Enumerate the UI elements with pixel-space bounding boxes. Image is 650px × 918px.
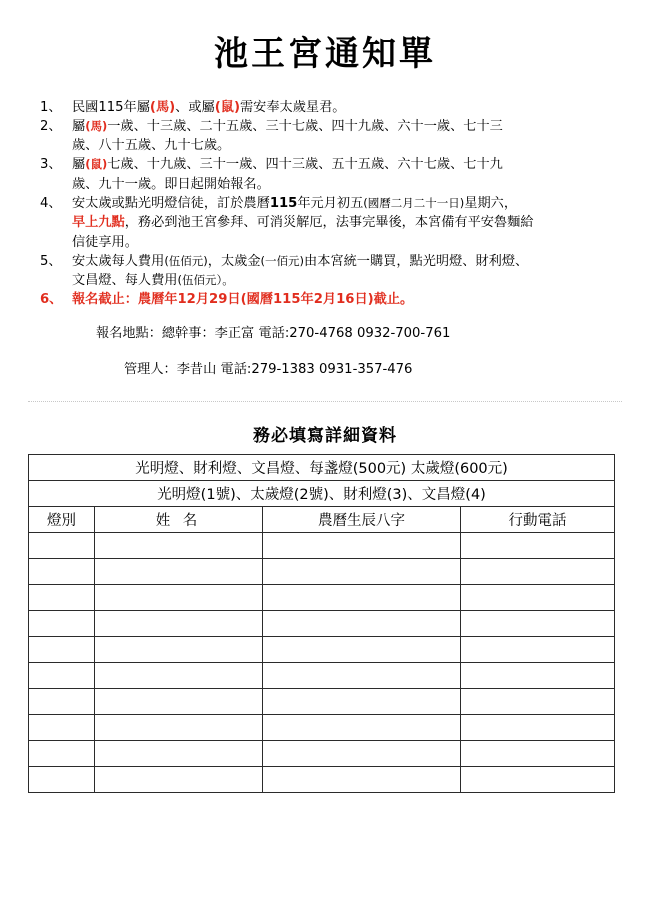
notice-text-run: 歲、八十五歲、九十七歲。 bbox=[72, 138, 231, 154]
notice-text-run: 115 bbox=[273, 292, 301, 308]
table-cell[interactable] bbox=[263, 532, 461, 558]
column-header-lamp-type: 燈別 bbox=[29, 506, 95, 532]
notice-number: 1、 bbox=[40, 99, 62, 115]
notice-text-run: 信徒享用。 bbox=[72, 234, 138, 250]
notice-text bbox=[72, 194, 622, 252]
table-cell[interactable] bbox=[461, 688, 615, 714]
notice-line bbox=[72, 194, 608, 213]
notice-text-run: 月 bbox=[322, 292, 337, 308]
table-cell[interactable] bbox=[29, 714, 95, 740]
table-cell[interactable] bbox=[29, 662, 95, 688]
table-cell[interactable] bbox=[95, 688, 263, 714]
notice-item bbox=[28, 98, 622, 117]
table-row[interactable] bbox=[29, 662, 615, 688]
notice-item bbox=[28, 252, 622, 291]
table-cell[interactable] bbox=[461, 766, 615, 792]
table-cell[interactable] bbox=[461, 610, 615, 636]
notice-text-run: ，務必到池王宮參拜、可消災解厄，法事完畢後，本宮備有平安魯麵給 bbox=[124, 215, 534, 231]
table-banner-row-prices bbox=[29, 454, 615, 480]
table-cell[interactable] bbox=[461, 636, 615, 662]
notice-text bbox=[72, 290, 622, 309]
notice-text-run: (鼠) bbox=[214, 99, 240, 115]
table-cell[interactable] bbox=[29, 558, 95, 584]
notice-text-run: (一佰元) bbox=[260, 253, 305, 268]
notice-line bbox=[72, 213, 608, 232]
notice-item bbox=[28, 155, 622, 194]
notice-text-run: 屬 bbox=[72, 157, 86, 173]
table-header-row bbox=[29, 506, 615, 532]
table-cell[interactable] bbox=[263, 714, 461, 740]
notice-text-run: 月 bbox=[195, 292, 210, 308]
table-cell[interactable] bbox=[95, 584, 263, 610]
notice-line bbox=[72, 117, 608, 136]
notice-text-run: 七歲、十九歲、三十一歲、四十三歲、五十五歲、六十七歲、七十九 bbox=[107, 157, 503, 173]
notice-line bbox=[72, 271, 608, 290]
notice-text bbox=[72, 98, 622, 117]
table-row[interactable] bbox=[29, 558, 615, 584]
notice-text-run: 安太歲每人費用 bbox=[72, 253, 165, 269]
notice-text-run: 16 bbox=[336, 292, 355, 308]
notice-text-run: ，太歲金 bbox=[207, 253, 261, 269]
table-cell[interactable] bbox=[461, 714, 615, 740]
notice-text-run: 由本宮統一購買，點光明燈、財利燈、 bbox=[304, 253, 529, 269]
table-row[interactable] bbox=[29, 740, 615, 766]
notice-text-run: 星期六， bbox=[464, 195, 518, 211]
table-banner-row-lamp-codes bbox=[29, 480, 615, 506]
table-cell[interactable] bbox=[95, 532, 263, 558]
table-cell[interactable] bbox=[263, 688, 461, 714]
notice-line bbox=[72, 98, 608, 117]
notice-line bbox=[72, 175, 608, 194]
table-cell[interactable] bbox=[461, 662, 615, 688]
column-header-birth-info: 農曆生辰八字 bbox=[263, 506, 461, 532]
table-cell[interactable] bbox=[263, 662, 461, 688]
notice-list bbox=[28, 76, 622, 310]
table-cell[interactable] bbox=[263, 740, 461, 766]
table-cell[interactable] bbox=[95, 766, 263, 792]
notice-text-run: (馬) bbox=[85, 118, 108, 133]
notice-text-run: 12 bbox=[177, 292, 196, 308]
notice-line bbox=[72, 155, 608, 174]
table-cell[interactable] bbox=[29, 532, 95, 558]
contact-line-manager: 管理人：李昔山 電話:279-1383 0931-357-476 bbox=[124, 361, 413, 377]
table-banner-lamp-codes: 光明燈(1號)、太歲燈(2號)、財利燈(3)、文昌燈(4) bbox=[29, 480, 615, 506]
notice-item bbox=[28, 194, 622, 252]
table-row[interactable] bbox=[29, 766, 615, 792]
notice-text-run: 115 bbox=[269, 195, 298, 211]
table-row[interactable] bbox=[29, 688, 615, 714]
notice-text-run: 29 bbox=[209, 292, 228, 308]
notice-text-run: (伍佰元) bbox=[164, 253, 208, 268]
table-banner-prices: 光明燈、財利燈、文昌燈、每盞燈(500元) 太歲燈(600元) bbox=[29, 454, 615, 480]
table-cell[interactable] bbox=[461, 740, 615, 766]
table-cell[interactable] bbox=[461, 584, 615, 610]
table-cell[interactable] bbox=[95, 558, 263, 584]
notice-text-run: 一歲、十三歲、二十五歲、三十七歲、四十九歲、六十一歲、七十三 bbox=[107, 118, 503, 134]
notice-line bbox=[72, 136, 608, 155]
notice-text bbox=[72, 252, 622, 291]
notice-text-run: 文昌燈、每人費用 bbox=[72, 273, 178, 289]
notice-number: 6、 bbox=[40, 292, 63, 308]
column-header-name: 姓 名 bbox=[95, 506, 263, 532]
notice-text-run: 需安奉太歲星君。 bbox=[239, 99, 346, 115]
table-row[interactable] bbox=[29, 584, 615, 610]
notice-text-run: 日(國曆 bbox=[227, 292, 273, 308]
notice-line bbox=[72, 233, 608, 252]
notice-number: 5、 bbox=[40, 253, 62, 269]
notice-text-run: (馬) bbox=[149, 99, 176, 115]
table-cell[interactable] bbox=[263, 584, 461, 610]
table-cell[interactable] bbox=[29, 766, 95, 792]
table-cell[interactable] bbox=[29, 740, 95, 766]
notice-text bbox=[72, 155, 622, 194]
notice-text-run: 歲、九十一歲。即日起開始報名。 bbox=[72, 176, 270, 192]
table-cell[interactable] bbox=[29, 584, 95, 610]
table-cell[interactable] bbox=[29, 610, 95, 636]
table-cell[interactable] bbox=[95, 610, 263, 636]
table-row[interactable] bbox=[29, 714, 615, 740]
table-cell[interactable] bbox=[263, 558, 461, 584]
table-cell[interactable] bbox=[29, 688, 95, 714]
notice-text-run: (鼠) bbox=[85, 157, 108, 172]
table-row[interactable] bbox=[29, 636, 615, 662]
notice-line bbox=[72, 290, 608, 309]
notice-item bbox=[28, 290, 622, 309]
notice-number: 2、 bbox=[40, 118, 62, 134]
column-header-mobile: 行動電話 bbox=[461, 506, 615, 532]
notice-text-run: 、或屬 bbox=[175, 99, 215, 115]
registration-table bbox=[28, 454, 615, 793]
notice-text-run: 屬 bbox=[72, 118, 86, 134]
notice-line bbox=[72, 252, 608, 271]
notice-text-run: 安太歲或點光明燈信徒，訂於農曆 bbox=[72, 195, 270, 211]
notice-text-run: 年 bbox=[300, 292, 314, 308]
table-cell[interactable] bbox=[95, 662, 263, 688]
table-row[interactable] bbox=[29, 532, 615, 558]
notice-number: 4、 bbox=[40, 195, 62, 211]
contact-line-chief: 報名地點：總幹事：李正富 電話:270-4768 0932-700-761 bbox=[96, 325, 451, 341]
table-cell[interactable] bbox=[263, 636, 461, 662]
notice-text-run: 年元月初五 bbox=[297, 195, 364, 211]
table-cell[interactable] bbox=[263, 610, 461, 636]
notice-item bbox=[28, 117, 622, 156]
table-cell[interactable] bbox=[95, 636, 263, 662]
table-row[interactable] bbox=[29, 610, 615, 636]
notice-text-run: 早上九點 bbox=[72, 215, 125, 231]
notice-text-run: 報名截止：農曆年 bbox=[72, 292, 178, 308]
table-cell[interactable] bbox=[263, 766, 461, 792]
table-cell[interactable] bbox=[29, 636, 95, 662]
notice-text-run: 民國115年屬 bbox=[72, 99, 150, 115]
table-cell[interactable] bbox=[95, 714, 263, 740]
contact-block bbox=[28, 310, 622, 379]
notice-text-run: (伍佰元）。 bbox=[177, 273, 234, 288]
table-cell[interactable] bbox=[461, 558, 615, 584]
notice-text-run: (國曆二月二十一日) bbox=[363, 195, 465, 210]
page-title: 池王宮通知單 bbox=[214, 34, 436, 74]
notice-number: 3、 bbox=[40, 157, 62, 173]
table-cell[interactable] bbox=[461, 532, 615, 558]
notice-text-run: 2 bbox=[313, 292, 323, 308]
table-cell[interactable] bbox=[95, 740, 263, 766]
notice-text bbox=[72, 117, 622, 156]
form-heading: 務必填寫詳細資料 bbox=[253, 425, 397, 446]
notice-text-run: 日)截止。 bbox=[354, 292, 414, 308]
